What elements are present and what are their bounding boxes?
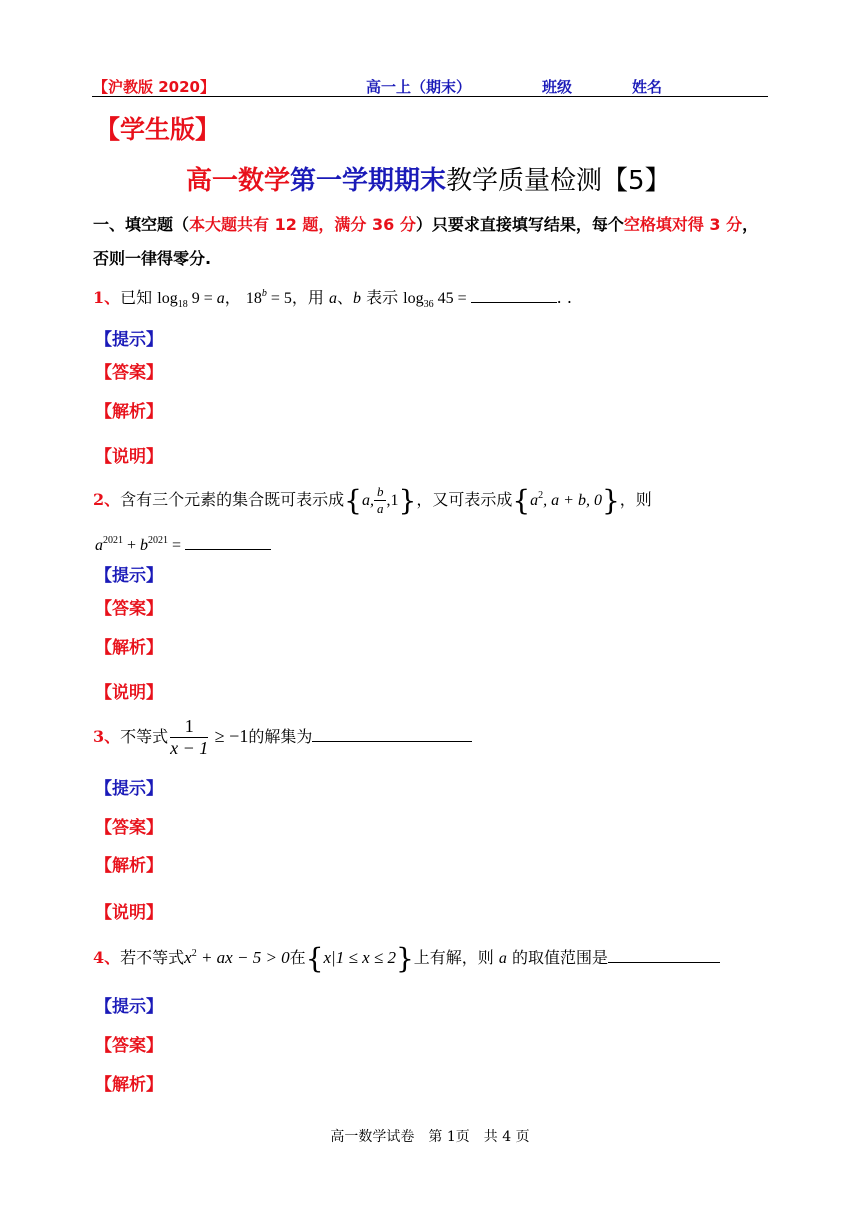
q1-text: 已知 [120, 288, 153, 307]
q2-set1-end: ,1 [386, 492, 399, 509]
q3-answer-label: 【答案】 [95, 818, 163, 838]
q1-analysis-label: 【解析】 [95, 402, 163, 422]
q4-set-open: { [305, 942, 324, 975]
q2-expr-b: b [140, 537, 149, 554]
q3-note-label: 【说明】 [95, 903, 163, 923]
q3-text-2: 的解集为 [248, 727, 313, 746]
q2-set2-close: } [601, 484, 620, 517]
q4-text-3: 上有解，则 [413, 948, 499, 967]
q1-answer-blank[interactable] [471, 288, 557, 303]
header-rule [92, 96, 768, 97]
q4-x: x [184, 948, 192, 967]
q1-eq5: = 5 [266, 290, 292, 307]
q4-text-2: 在 [289, 948, 306, 967]
title-part-1: 高一数学 [186, 166, 291, 196]
q1-log2: log [403, 290, 424, 307]
q4-sq: 2 [191, 948, 197, 959]
q4-expr: + ax − 5 > 0 [196, 948, 290, 967]
q2-note-label: 【说明】 [95, 683, 163, 703]
q4-a: a [498, 950, 507, 967]
q1-45: 45 = [433, 290, 471, 307]
question-2-line2 [95, 535, 271, 555]
q3-fraction [170, 716, 208, 759]
q2-fraction [374, 484, 387, 517]
q4-set-close: } [395, 942, 414, 975]
q2-exp-a: 2021 [103, 535, 123, 546]
q4-answer-label: 【答案】 [95, 1036, 163, 1056]
q2-plus: + [123, 537, 141, 554]
q3-number: 3、 [93, 727, 121, 746]
q1-comma: ， [224, 288, 241, 307]
question-4 [93, 942, 720, 975]
q3-frac-num: 1 [170, 716, 208, 738]
q1-base18: 18 [177, 299, 188, 310]
q4-text: 若不等式 [120, 948, 185, 967]
q4-analysis-label: 【解析】 [95, 1075, 163, 1095]
q1-text-2: ，用 [291, 288, 329, 307]
q1-nine: 9 = [187, 290, 217, 307]
q2-answer-blank[interactable] [185, 535, 271, 550]
q2-set1-open: { [344, 484, 362, 517]
q1-a: a [216, 290, 225, 307]
q1-tail: . . [556, 288, 572, 307]
edition-label: 【沪教版 2020】 [93, 78, 215, 96]
q1-b-exp: b [261, 288, 267, 299]
q3-text: 不等式 [120, 727, 169, 746]
q2-exp-b: 2021 [148, 535, 169, 546]
q2-text-3: ，则 [619, 490, 652, 509]
q4-answer-blank[interactable] [608, 948, 720, 963]
name-label: 姓名 [632, 78, 663, 96]
q3-frac-den: x − 1 [170, 738, 209, 758]
question-2 [93, 484, 652, 517]
section-rule: 本大题共有 12 题，满分 36 分 [189, 215, 416, 234]
page-footer: 高一数学试卷 第 1页 共 4 页 [330, 1129, 530, 1145]
q2-set1-close: } [398, 484, 417, 517]
page-title [186, 160, 671, 197]
q3-hint-label: 【提示】 [95, 779, 163, 799]
q1-sep: 、 [336, 288, 353, 307]
class-label: 班级 [542, 78, 573, 96]
q2-set2-sq: 2 [538, 490, 544, 501]
student-version-label: 【学生版】 [95, 115, 221, 144]
section-suffix: ， [742, 215, 759, 234]
section-mid: ）只要求直接填写结果，每个 [415, 215, 624, 234]
course-label: 高一上（期末） [366, 78, 472, 96]
q2-frac-num: b [374, 484, 387, 501]
q2-expr-a: a [95, 537, 103, 554]
q2-hint-label: 【提示】 [95, 566, 163, 586]
question-3 [93, 716, 472, 759]
q2-text: 含有三个元素的集合既可表示成 [120, 490, 345, 509]
q2-frac-den: a [376, 501, 384, 516]
section-heading-line2: 否则一律得零分. [93, 249, 212, 268]
q2-answer-label: 【答案】 [95, 599, 163, 619]
q1-answer-label: 【答案】 [95, 363, 163, 383]
q3-analysis-label: 【解析】 [95, 856, 163, 876]
q1-log: log [157, 290, 178, 307]
q2-number: 2、 [93, 490, 121, 509]
section-prefix: 一、填空题（ [93, 215, 190, 234]
q1-text-3: 表示 [360, 288, 404, 307]
q3-inequality: ≥ −1 [210, 726, 249, 746]
question-1 [93, 285, 572, 310]
q1-hint-label: 【提示】 [95, 330, 163, 350]
q1-note-label: 【说明】 [95, 447, 163, 467]
section-heading [93, 212, 758, 235]
q2-set1-a: a, [361, 492, 374, 509]
q2-eq: = [168, 537, 186, 554]
q1-b2: b [352, 290, 361, 307]
section-highlight: 空格填对得 3 分 [623, 215, 743, 234]
q1-number: 1、 [93, 288, 121, 307]
q4-hint-label: 【提示】 [95, 997, 163, 1017]
q1-base36: 36 [423, 299, 434, 310]
q4-number: 4、 [93, 948, 121, 967]
title-part-3: 教学质量检测【5】 [446, 166, 671, 196]
q1-a2: a [328, 290, 337, 307]
q2-set2-a: a [530, 492, 539, 509]
q4-text-4: 的取值范围是 [506, 948, 608, 967]
q3-answer-blank[interactable] [312, 727, 472, 742]
q2-set2-open: { [512, 484, 531, 517]
q2-text-2: ，又可表示成 [416, 490, 513, 509]
q2-analysis-label: 【解析】 [95, 638, 163, 658]
title-part-2: 第一学期期末 [290, 166, 447, 196]
q1-e18: 18 [245, 290, 262, 307]
q4-set: x|1 ≤ x ≤ 2 [323, 948, 396, 967]
q2-set2-rest: , a + b, 0 [543, 492, 602, 509]
